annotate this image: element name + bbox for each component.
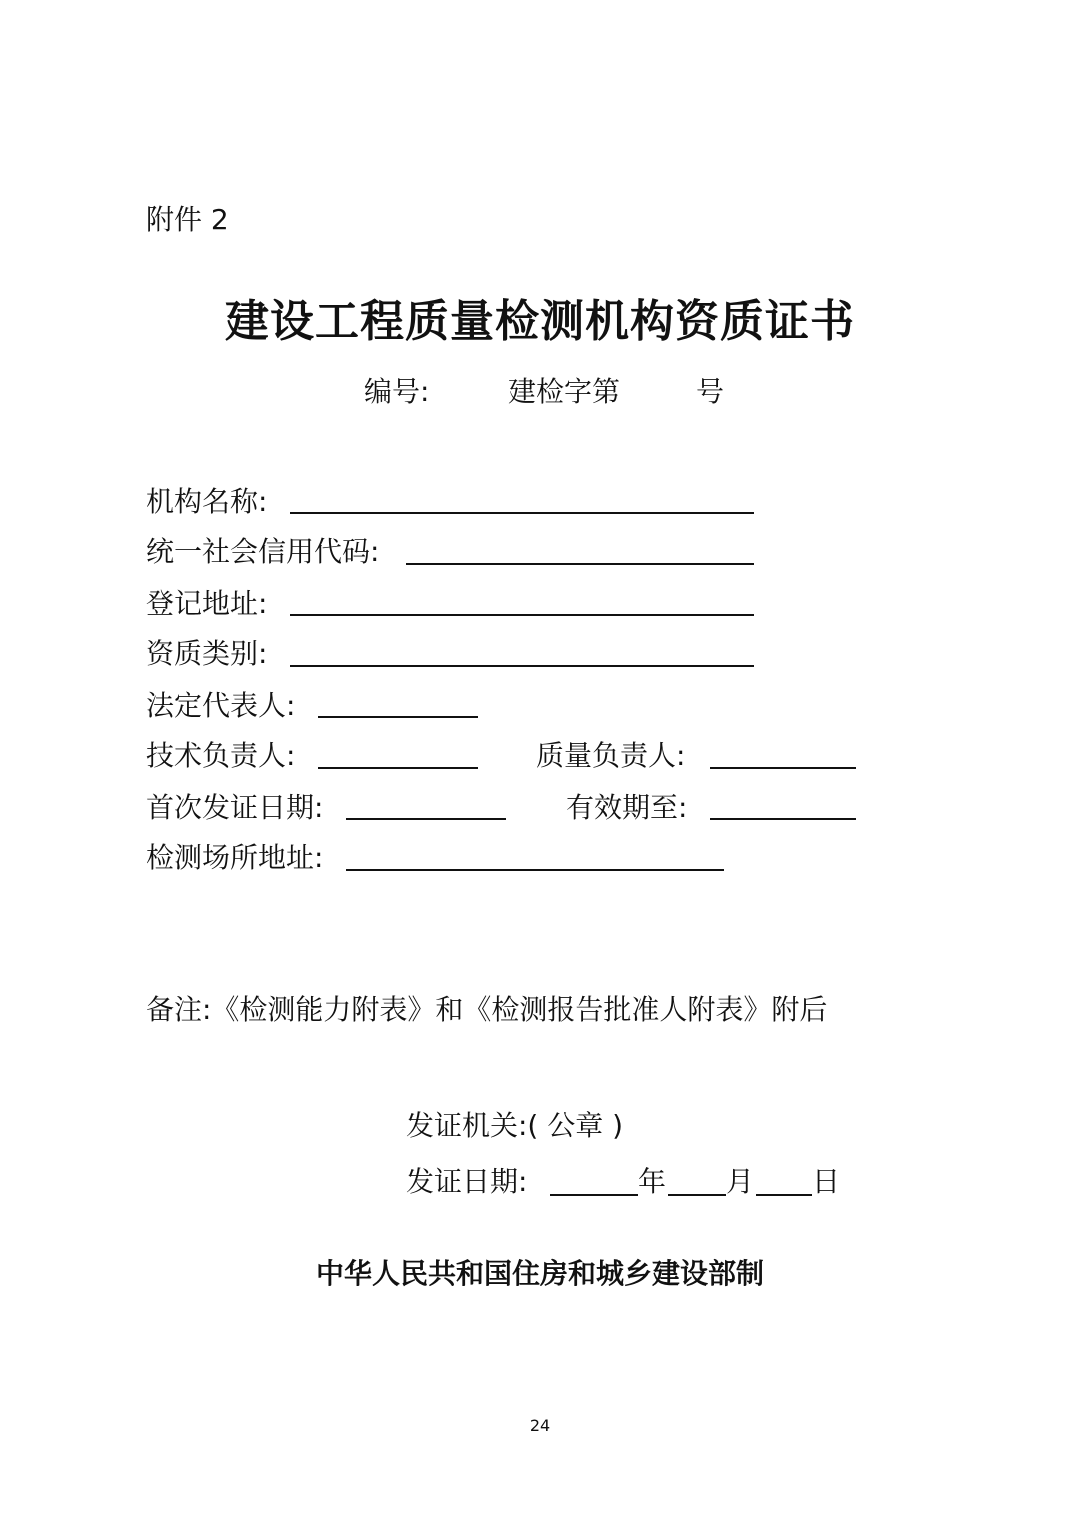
org-name-blank[interactable]: [290, 512, 754, 514]
qual-category-blank[interactable]: [290, 665, 754, 667]
credit-code-blank[interactable]: [406, 563, 754, 565]
number-label: 编号:: [364, 375, 430, 408]
test-site-address-blank[interactable]: [346, 869, 724, 871]
legal-rep-label: 法定代表人:: [146, 689, 296, 722]
issue-day-blank[interactable]: [756, 1194, 812, 1196]
issue-month-blank[interactable]: [668, 1194, 726, 1196]
test-site-address-label: 检测场所地址:: [146, 841, 324, 874]
valid-until-label: 有效期至:: [566, 791, 688, 824]
credit-code-label: 统一社会信用代码:: [146, 535, 380, 568]
day-label: 日: [812, 1165, 841, 1198]
attachment-label: 附件 2: [146, 203, 229, 236]
reg-address-label: 登记地址:: [146, 587, 268, 620]
month-label: 月: [726, 1165, 755, 1198]
reg-address-blank[interactable]: [290, 614, 754, 616]
ministry-name: 中华人民共和国住房和城乡建设部制: [315, 1257, 764, 1290]
org-name-label: 机构名称:: [146, 485, 268, 518]
year-label: 年: [638, 1165, 667, 1198]
number-prefix: 建检字第: [508, 375, 621, 408]
page-number: 24: [529, 1416, 551, 1435]
legal-rep-blank[interactable]: [318, 716, 478, 718]
issue-year-blank[interactable]: [550, 1194, 638, 1196]
certificate-title: 建设工程质量检测机构资质证书: [225, 296, 855, 347]
qual-category-label: 资质类别:: [146, 637, 268, 670]
tech-lead-blank[interactable]: [318, 767, 478, 769]
first-issue-date-label: 首次发证日期:: [146, 791, 324, 824]
first-issue-date-blank[interactable]: [346, 818, 506, 820]
number-suffix: 号: [696, 375, 725, 408]
issue-date-label: 发证日期:: [406, 1165, 528, 1198]
issuing-authority: 发证机关:( 公章 ): [406, 1109, 624, 1142]
tech-lead-label: 技术负责人:: [146, 739, 296, 772]
quality-lead-label: 质量负责人:: [536, 739, 686, 772]
remark-text: 备注:《检测能力附表》和《检测报告批准人附表》附后: [146, 993, 828, 1026]
quality-lead-blank[interactable]: [710, 767, 856, 769]
valid-until-blank[interactable]: [710, 818, 856, 820]
